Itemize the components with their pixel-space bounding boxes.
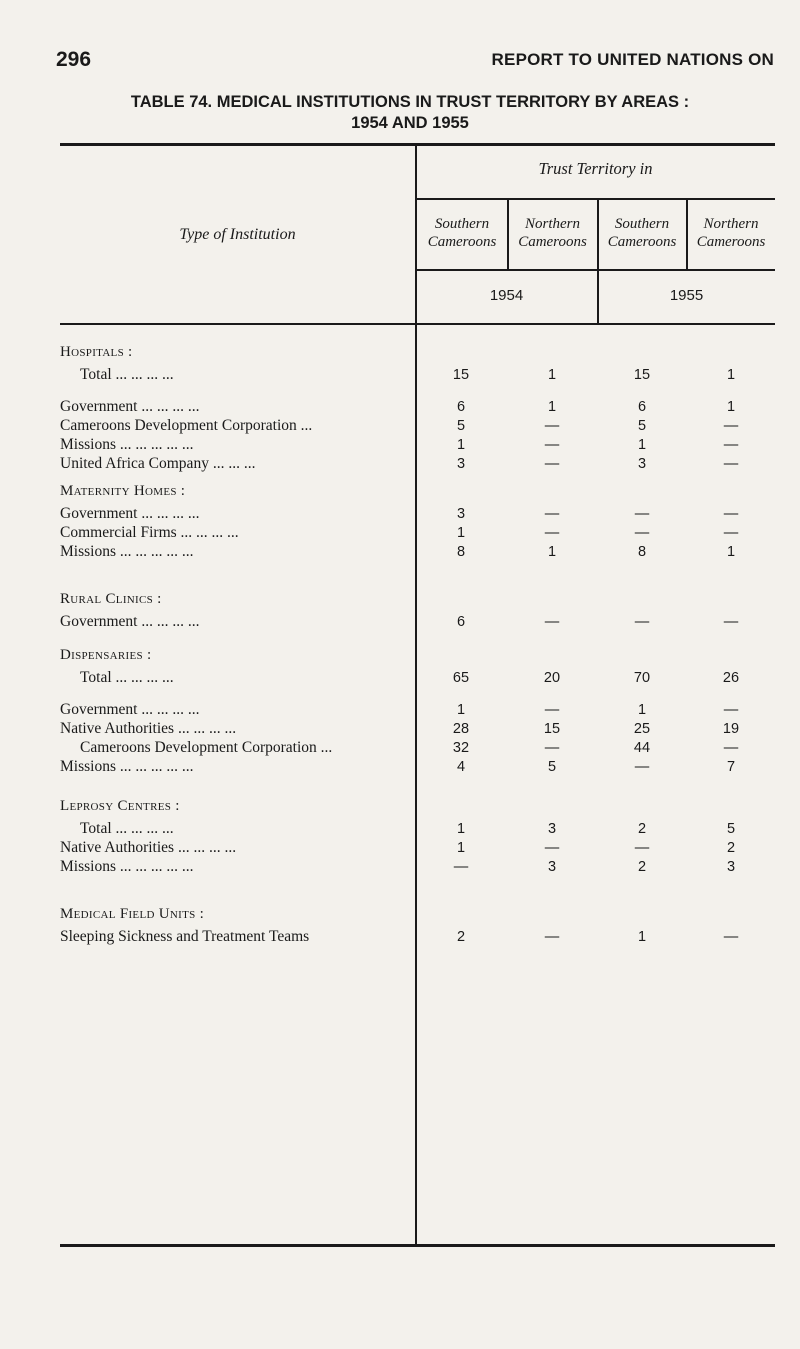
table-cell: 5 [726, 821, 736, 837]
table-title: TABLE 74. MEDICAL INSTITUTIONS IN TRUST TERRITORY BY AREAS : [130, 93, 690, 111]
table-cell: 1 [456, 525, 466, 541]
page-number: 296 [56, 48, 92, 71]
table-cell: 32 [452, 740, 470, 756]
table-cell: 1 [637, 929, 647, 945]
col-header-2: Northern Cameroons [518, 216, 587, 250]
trust-territory-header: Trust Territory in [538, 159, 653, 178]
table-cell: — [723, 929, 739, 945]
table-cell: 4 [456, 759, 466, 775]
table-cell: — [544, 437, 560, 453]
table-cell: 3 [726, 859, 736, 875]
table-cell: 1 [456, 821, 466, 837]
table-cell: 5 [456, 418, 466, 434]
table-cell: — [544, 418, 560, 434]
table-cell: — [544, 525, 560, 541]
table-cell: — [634, 614, 650, 630]
table-cell: 1 [637, 437, 647, 453]
table-cell: 44 [633, 740, 651, 756]
table-cell: — [634, 506, 650, 522]
table-cell: 2 [637, 859, 647, 875]
table-cell: 1 [726, 399, 736, 415]
row-label: Cameroons Development Corporation ... [80, 739, 333, 756]
table-cell: 7 [726, 759, 736, 775]
table-cell: — [544, 702, 560, 718]
table-cell: 1 [456, 840, 466, 856]
section-heading: Rural Clinics : [60, 591, 162, 607]
table-cell: — [544, 506, 560, 522]
table-cell: 2 [456, 929, 466, 945]
table-cell: — [544, 740, 560, 756]
year-1954-header: 1954 [489, 287, 524, 304]
table-cell: 3 [456, 506, 466, 522]
table-cell: — [634, 525, 650, 541]
row-label: Total ... ... ... ... [80, 820, 174, 837]
table-cell: 15 [452, 367, 470, 383]
running-head: REPORT TO UNITED NATIONS ON [491, 50, 774, 69]
table-cell: 8 [637, 544, 647, 560]
row-label: Government ... ... ... ... [60, 505, 200, 522]
table-cell: 65 [452, 670, 470, 686]
table-cell: — [723, 740, 739, 756]
row-label: Missions ... ... ... ... ... [60, 858, 194, 875]
table-cell: — [723, 418, 739, 434]
section-heading: Leprosy Centres : [60, 798, 180, 814]
table-cell: 5 [547, 759, 557, 775]
table-cell: 25 [633, 721, 651, 737]
table-cell: 5 [637, 418, 647, 434]
table-cell: 26 [722, 670, 740, 686]
row-label: Government ... ... ... ... [60, 701, 200, 718]
type-of-institution-header: Type of Institution [179, 226, 296, 243]
table-cell: 3 [547, 859, 557, 875]
table-cell: 3 [637, 456, 647, 472]
col-header-3: Southern Cameroons [607, 216, 677, 250]
table-cell: 1 [726, 544, 736, 560]
table-cell: — [634, 840, 650, 856]
col-header-4: Northern Cameroons [696, 216, 766, 250]
table-cell: — [634, 759, 650, 775]
table-cell: 19 [722, 721, 740, 737]
table-cell: 1 [547, 544, 557, 560]
table-cell: 1 [547, 367, 557, 383]
table-cell: 3 [456, 456, 466, 472]
section-heading: Dispensaries : [60, 647, 152, 663]
table-cell: 70 [633, 670, 651, 686]
row-label: Total ... ... ... ... [80, 669, 174, 686]
table-cell: — [544, 929, 560, 945]
row-label: Total ... ... ... ... [80, 366, 174, 383]
table-cell: — [453, 859, 469, 875]
table-subtitle: 1954 AND 1955 [351, 114, 469, 132]
row-label: Government ... ... ... ... [60, 398, 200, 415]
table-cell: 2 [726, 840, 736, 856]
table-cell: — [544, 614, 560, 630]
table-cell: — [723, 456, 739, 472]
table-cell: — [723, 702, 739, 718]
table-cell: 3 [547, 821, 557, 837]
table-cell: 15 [633, 367, 651, 383]
table-cell: 1 [637, 702, 647, 718]
table-cell: — [544, 840, 560, 856]
year-1955-header: 1955 [669, 287, 704, 304]
row-label: Missions ... ... ... ... ... [60, 543, 194, 560]
row-label: Commercial Firms ... ... ... ... [60, 524, 239, 541]
table-cell: — [723, 437, 739, 453]
table-top-rule [60, 143, 775, 146]
row-label: Cameroons Development Corporation ... [60, 417, 313, 434]
table-cell: 2 [637, 821, 647, 837]
table-cell: 6 [456, 614, 466, 630]
table-cell: 8 [456, 544, 466, 560]
row-label: Sleeping Sickness and Treatment Teams [60, 928, 310, 945]
table-bottom-rule [60, 1244, 775, 1247]
table-cell: 20 [543, 670, 561, 686]
section-heading: Medical Field Units : [60, 906, 205, 922]
table-cell: — [544, 456, 560, 472]
table-cell: 6 [456, 399, 466, 415]
table-cell: 15 [543, 721, 561, 737]
table-cell: 6 [637, 399, 647, 415]
table-cell: 1 [547, 399, 557, 415]
col-header-1: Southern Cameroons [427, 216, 497, 250]
column-divider-1 [415, 144, 417, 1244]
row-label: Missions ... ... ... ... ... [60, 758, 194, 775]
table-cell: — [723, 614, 739, 630]
table-cell: 1 [456, 437, 466, 453]
year-rule [416, 269, 775, 271]
section-heading: Maternity Homes : [60, 483, 186, 499]
row-label: Government ... ... ... ... [60, 613, 200, 630]
header-bottom-rule [60, 323, 775, 325]
table-cell: — [723, 525, 739, 541]
row-label: Native Authorities ... ... ... ... [60, 720, 237, 737]
table-cell: — [723, 506, 739, 522]
row-label: United Africa Company ... ... ... [60, 455, 256, 472]
row-label: Native Authorities ... ... ... ... [60, 839, 237, 856]
table-cell: 28 [452, 721, 470, 737]
row-label: Missions ... ... ... ... ... [60, 436, 194, 453]
trust-territory-rule [416, 198, 775, 200]
table-cell: 1 [726, 367, 736, 383]
table-cell: 1 [456, 702, 466, 718]
section-heading: Hospitals : [60, 344, 133, 360]
